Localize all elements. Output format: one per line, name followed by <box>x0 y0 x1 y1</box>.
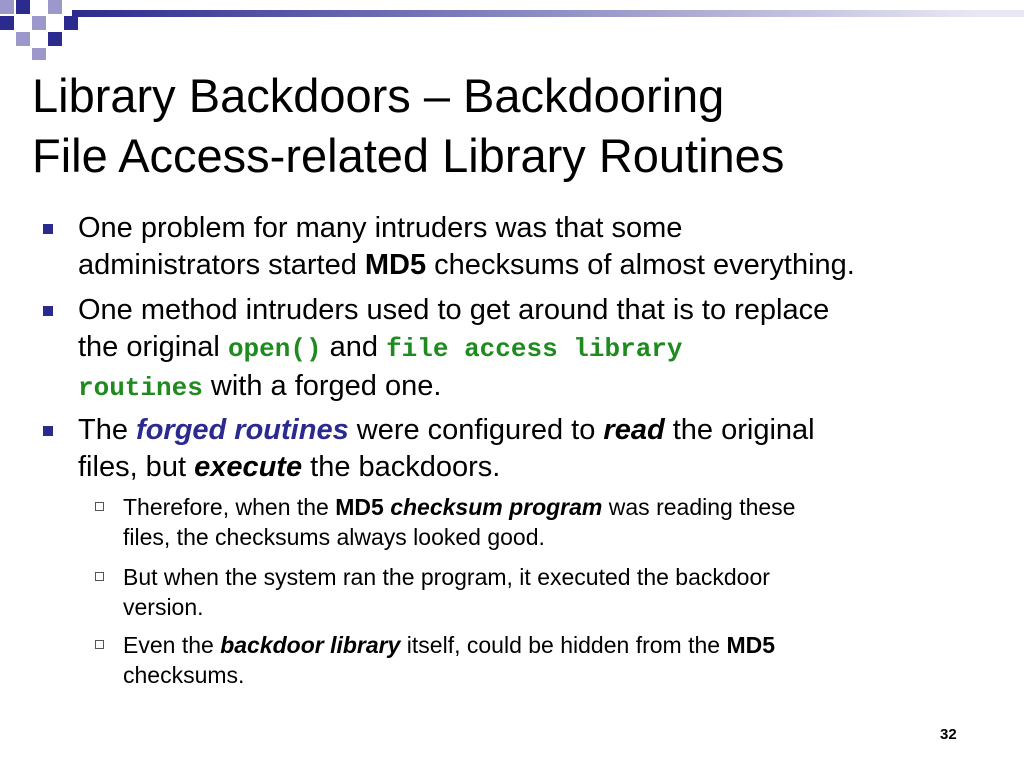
bullet-square-icon <box>43 306 53 316</box>
bullet-square-icon <box>43 224 53 234</box>
bullet-3: The forged routines were configured to read the original files, but execute the backdoors. <box>78 414 815 483</box>
subbullet-1: Therefore, when the MD5 checksum program was reading these files, the checksums always looked good. <box>123 494 796 550</box>
bullet-square-icon <box>43 426 53 436</box>
title-line-2: File Access-related Library Routines <box>32 129 785 182</box>
title-line-1: Library Backdoors – Backdooring <box>32 69 725 122</box>
page-number: 32 <box>940 726 957 743</box>
bullet-1: One problem for many intruders was that some administrators started MD5 checksums of almost everything. <box>78 212 855 281</box>
header-decoration <box>0 0 80 60</box>
hollow-square-bullet-icon <box>95 502 104 511</box>
subbullet-3: Even the backdoor library itself, could be hidden from the MD5 checksums. <box>123 632 776 688</box>
code-file-access-library: file access library <box>386 334 683 364</box>
subbullet-2: But when the system ran the program, it executed the backdoor version. <box>123 564 770 620</box>
slide-title <box>32 66 1012 186</box>
hollow-square-bullet-icon <box>95 640 104 649</box>
header-gradient-line <box>72 10 1024 17</box>
forged-routines-highlight: forged routines <box>136 414 349 446</box>
hollow-square-bullet-icon <box>95 572 104 581</box>
code-open: open() <box>227 334 322 364</box>
code-routines: routines <box>78 373 203 403</box>
bullet-2: One method intruders used to get around that is to replace the original open() and file access library routines with a forged one. <box>78 294 830 403</box>
